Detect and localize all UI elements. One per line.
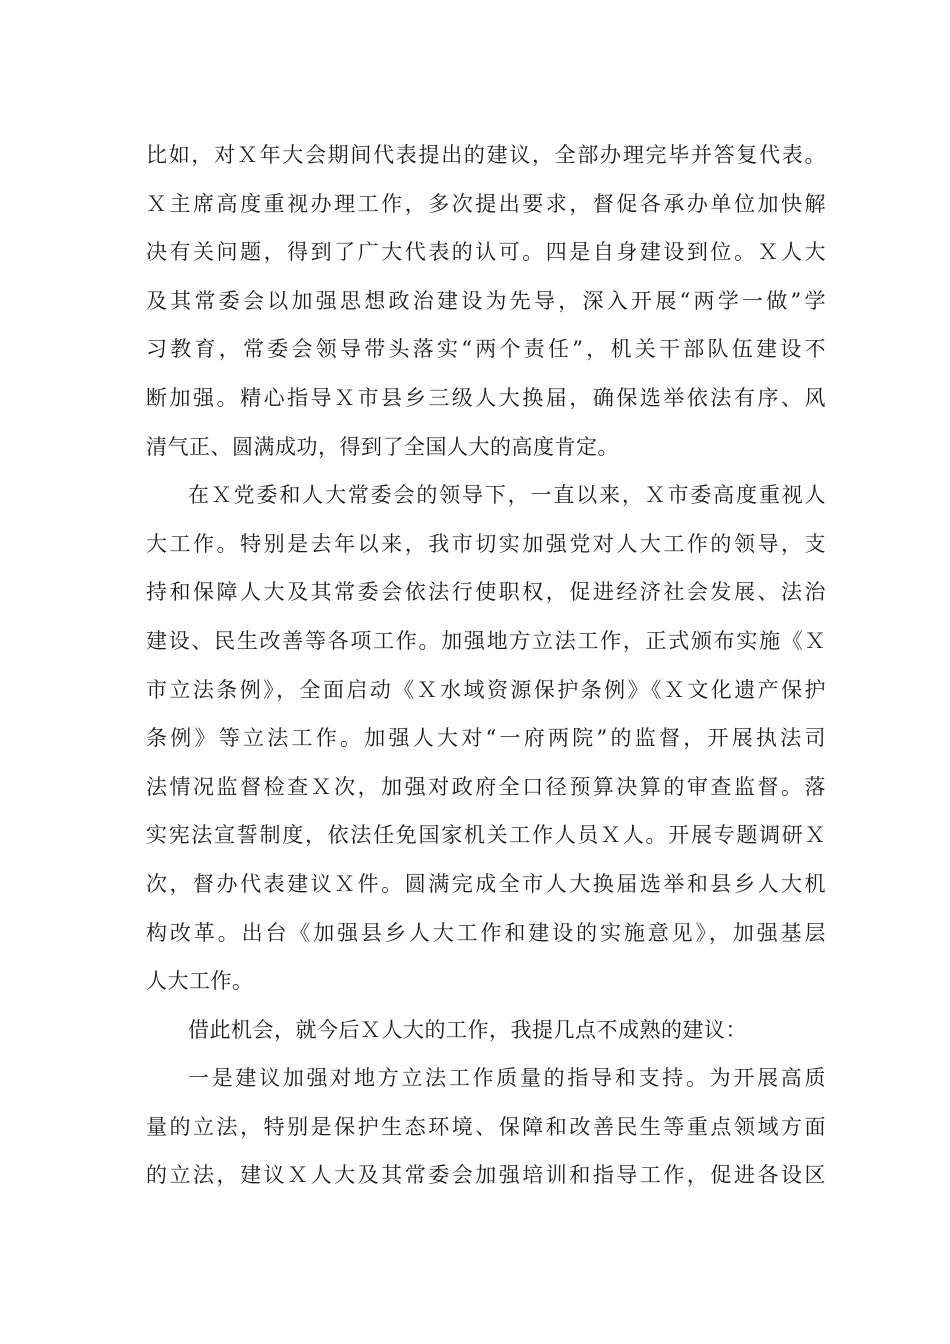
text-line: 实宪法宣誓制度，依法任免国家机关工作人员Ｘ人。开展专题调研Ｘ — [146, 823, 826, 848]
text-line: 大工作。特别是去年以来，我市切实加强党对人大工作的领导，支 — [146, 531, 826, 556]
text-line: 市立法条例》，全面启动《Ｘ水域资源保护条例》《Ｘ文化遗产保护 — [146, 677, 826, 702]
paragraph-2 — [146, 471, 826, 1006]
text-line: 人大工作。 — [146, 969, 254, 994]
text-line: 持和保障人大及其常委会依法行使职权，促进经济社会发展、法治 — [146, 580, 826, 605]
text-line: 比如，对Ｘ年大会期间代表提出的建议，全部办理完毕并答复代表。 — [146, 143, 826, 167]
text-line: Ｘ主席高度重视办理工作，多次提出要求，督促各承办单位加快解 — [146, 191, 826, 216]
text-line: 借此机会，就今后Ｘ人大的工作，我提几点不成熟的建议： — [188, 1017, 747, 1042]
text-line: 量的立法，特别是保护生态环境、保障和改善民生等重点领域方面 — [146, 1114, 826, 1139]
text-line: 一是建议加强对地方立法工作质量的指导和支持。为开展高质 — [188, 1066, 826, 1091]
text-line: 条例》等立法工作。加强人大对“一府两院”的监督，开展执法司 — [146, 726, 826, 751]
text-line: 决有关问题，得到了广大代表的认可。四是自身建设到位。Ｘ人大 — [146, 240, 826, 265]
paragraph-4 — [146, 1054, 826, 1200]
text-line: 习教育，常委会领导带头落实“两个责任”，机关干部队伍建设不 — [146, 337, 826, 362]
text-line: 构改革。出台《加强县乡人大工作和建设的实施意见》，加强基层 — [146, 920, 826, 945]
document-body — [146, 131, 826, 1200]
text-line: 次，督办代表建议Ｘ件。圆满完成全市人大换届选举和县乡人大机 — [146, 871, 826, 896]
text-line: 清气正、圆满成功，得到了全国人大的高度肯定。 — [146, 434, 619, 459]
text-line: 法情况监督检查Ｘ次，加强对政府全口径预算决算的审查监督。落 — [146, 774, 826, 799]
text-line: 的立法，建议Ｘ人大及其常委会加强培训和指导工作，促进各设区 — [146, 1163, 826, 1188]
paragraph-3 — [146, 1006, 826, 1055]
text-line: 断加强。精心指导Ｘ市县乡三级人大换届，确保选举依法有序、风 — [146, 385, 826, 410]
text-line: 在Ｘ党委和人大常委会的领导下，一直以来，Ｘ市委高度重视人 — [188, 483, 826, 508]
text-line: 建设、民生改善等各项工作。加强地方立法工作，正式颁布实施《Ｘ — [146, 628, 826, 653]
text-line: 及其常委会以加强思想政治建设为先导，深入开展“两学一做”学 — [146, 288, 826, 313]
paragraph-1 — [146, 131, 826, 471]
